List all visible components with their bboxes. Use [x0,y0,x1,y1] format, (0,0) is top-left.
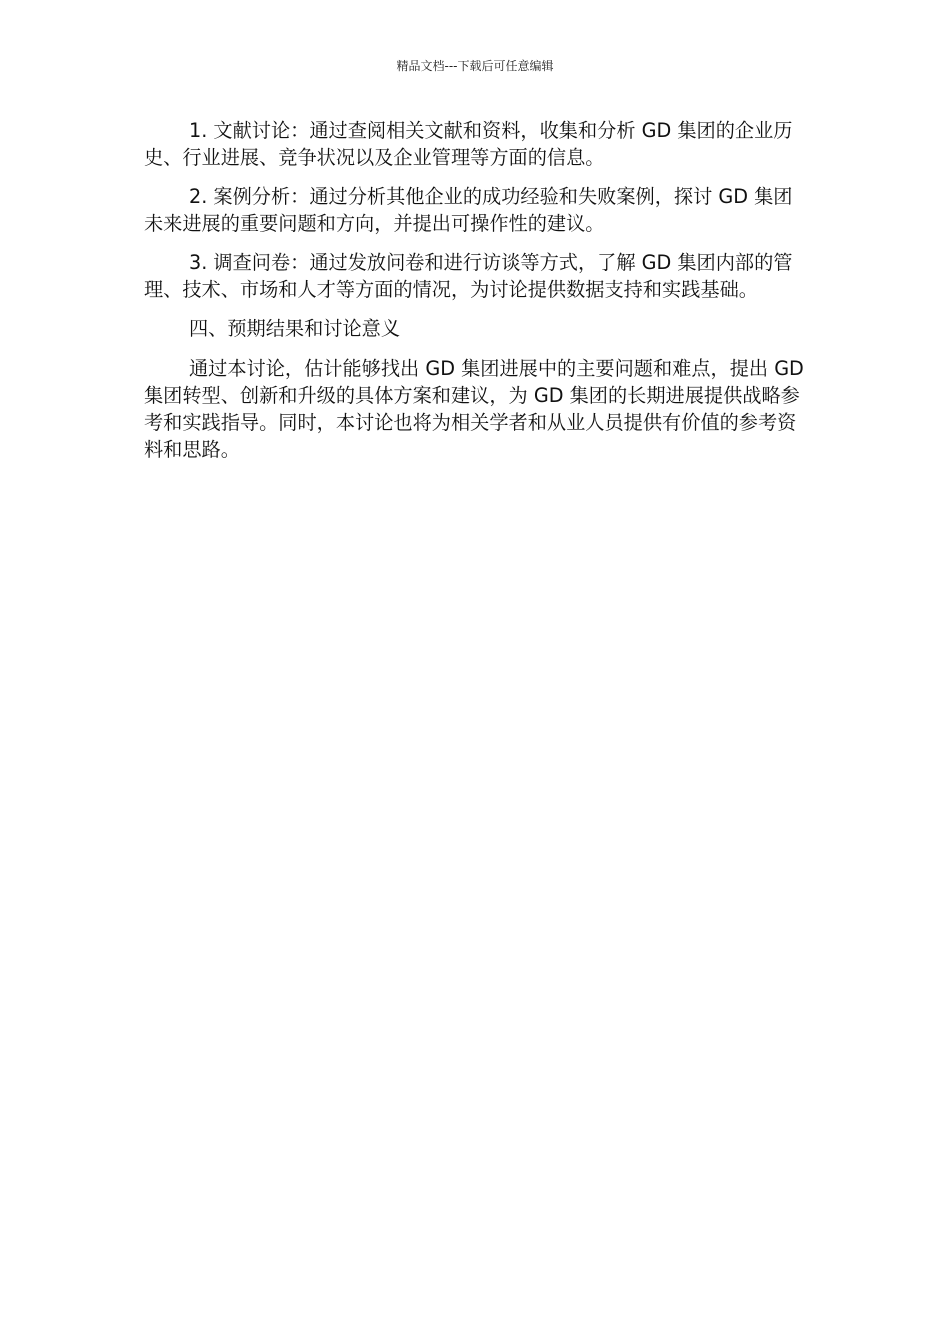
page-header: 精品文档---下载后可任意编辑 [396,59,554,73]
method-survey-paragraph: 3. 调查问卷：通过发放问卷和进行访谈等方式，了解 GD 集团内部的管理、技术、市场和人才等方面的情况，为讨论提供数据支持和实践基础。 [144,251,793,301]
section-heading-expected-results: 四、预期结果和讨论意义 [189,317,401,340]
expected-results-paragraph: 通过本讨论，估计能够找出 GD 集团进展中的主要问题和难点，提出 GD 集团转型、创新和升级的具体方案和建议，为 GD 集团的长期进展提供战略参考和实践指导。同时，本讨论也将为相关学者和从业人员提供有价值的参考资料和思路。 [144,357,804,461]
method-literature-paragraph: 1. 文献讨论：通过查阅相关文献和资料，收集和分析 GD 集团的企业历史、行业进展、竞争状况以及企业管理等方面的信息。 [144,119,793,169]
method-case-analysis-paragraph: 2. 案例分析：通过分析其他企业的成功经验和失败案例，探讨 GD 集团未来进展的重要问题和方向，并提出可操作性的建议。 [144,185,793,235]
document-body [144,117,808,475]
